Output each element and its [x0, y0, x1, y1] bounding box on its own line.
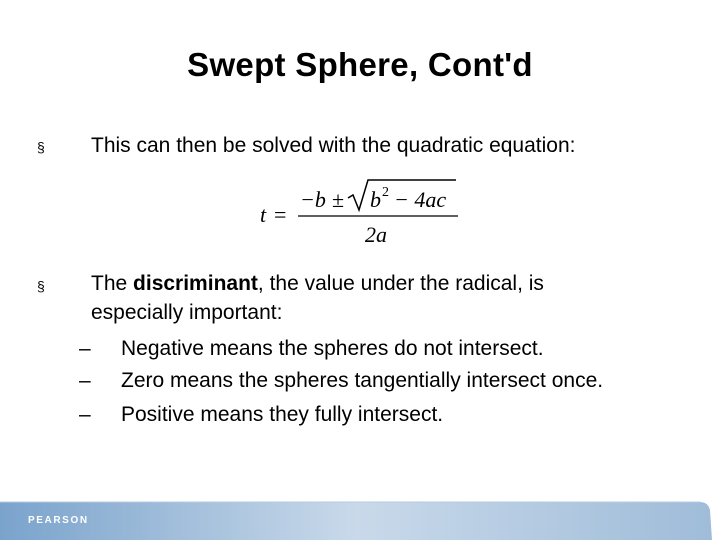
pearson-logo: PEARSON	[28, 515, 89, 526]
equation-b: b	[370, 187, 381, 212]
sub-dash-1: –	[79, 337, 91, 360]
sub-item-positive: Positive means they fully intersect.	[121, 403, 444, 426]
equation-denominator: 2a	[365, 222, 387, 247]
discriminant-term: discriminant	[133, 272, 258, 295]
bullet-2-line2: especially important:	[91, 301, 283, 324]
equation-lhs: t	[260, 202, 267, 227]
sub-dash-3: –	[79, 403, 91, 426]
bullet-text-1: This can then be solved with the quadratic equation:	[91, 134, 576, 157]
slide-title: Swept Sphere, Cont'd	[187, 46, 533, 83]
equation-equals: =	[274, 202, 287, 227]
bullet-2-post: , the value under the radical, is	[257, 272, 544, 295]
bullet-marker-2: §	[37, 278, 45, 294]
equation-exponent: 2	[382, 185, 389, 200]
equation-minus-b: −b	[300, 187, 326, 212]
equation-minus-4ac: − 4ac	[394, 187, 447, 212]
sub-item-negative: Negative means the spheres do not intersect.	[121, 337, 544, 360]
bullet-2-pre: The	[91, 272, 134, 295]
bullet-text-2	[91, 269, 691, 327]
quadratic-equation	[256, 172, 466, 252]
sub-item-zero: Zero means the spheres tangentially intersect once.	[121, 369, 604, 392]
bullet-marker-1: §	[37, 139, 45, 155]
sub-dash-2: –	[79, 369, 91, 392]
equation-plus-minus: ±	[332, 187, 345, 212]
footer-band	[0, 496, 720, 540]
